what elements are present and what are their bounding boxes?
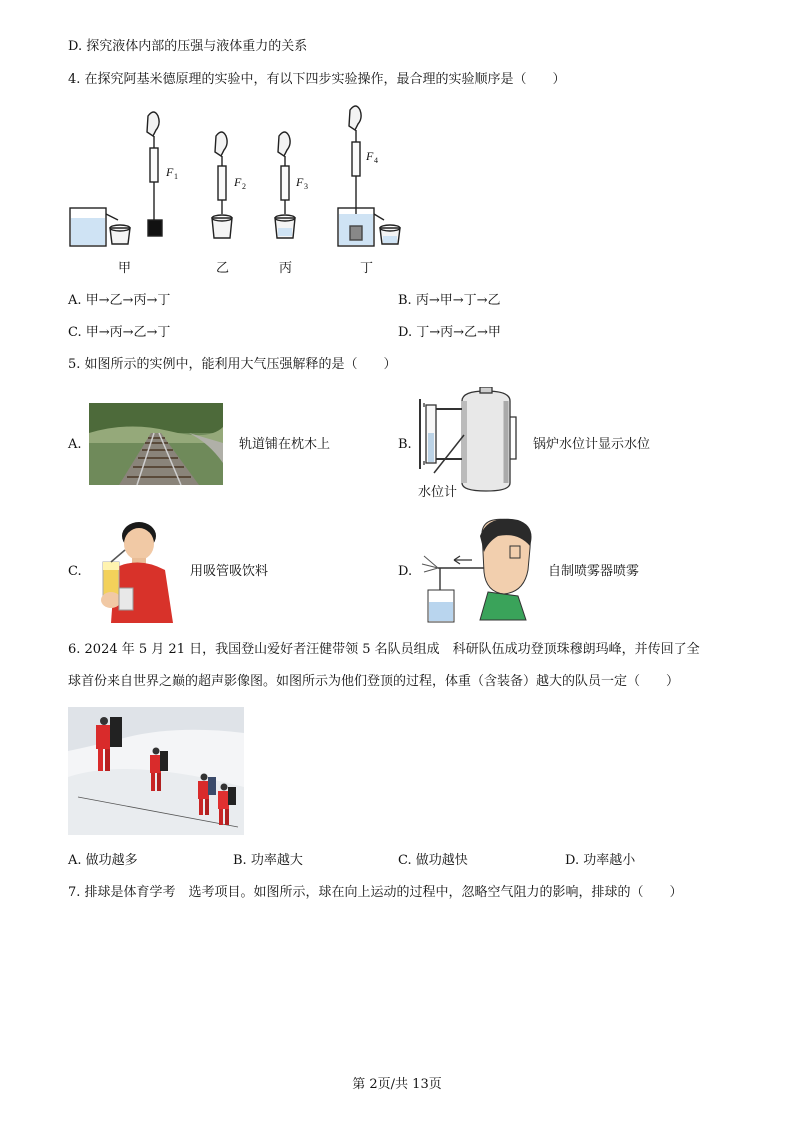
q4-stem: 4. 在探究阿基米德原理的实验中，有以下四步实验操作，最合理的实验顺序是（ ） bbox=[68, 72, 566, 87]
force-subscript-4: 4 bbox=[374, 156, 378, 165]
q4-option-a: A. 甲→乙→丙→丁 bbox=[68, 293, 171, 308]
step-yi-apparatus bbox=[212, 132, 232, 238]
q5-option-c-text: 用吸管吸饮料 bbox=[190, 564, 269, 579]
q5-option-a-letter: A. bbox=[68, 437, 82, 452]
q5-option-d-text: 自制喷雾器喷雾 bbox=[548, 564, 640, 579]
archimedes-experiment-figure bbox=[66, 104, 416, 280]
force-subscript-2: 2 bbox=[242, 182, 246, 191]
archimedes-figure-svg bbox=[66, 104, 416, 280]
force-label-f1: F bbox=[166, 165, 174, 179]
q6-option-c: C. 做功越快 bbox=[398, 853, 468, 868]
force-label-f3: F bbox=[296, 175, 304, 189]
q5-option-c-letter: C. bbox=[68, 564, 82, 579]
q5-stem: 5. 如图所示的实例中，能利用大气压强解释的是（ ） bbox=[68, 357, 397, 372]
step-label-bing: 丙 bbox=[279, 261, 293, 276]
homemade-sprayer-figure bbox=[418, 516, 538, 626]
step-jia-apparatus bbox=[70, 112, 162, 246]
q5-option-b-text: 锅炉水位计显示水位 bbox=[533, 437, 651, 452]
step-ding-apparatus bbox=[338, 106, 400, 246]
force-label-f4: F bbox=[366, 149, 374, 163]
boy-drinking-straw-photo bbox=[97, 518, 175, 623]
railway-sleepers-photo bbox=[89, 403, 223, 485]
q6-option-b: B. 功率越大 bbox=[233, 853, 303, 868]
everest-climbers-photo bbox=[68, 707, 244, 835]
step-label-ding: 丁 bbox=[360, 261, 374, 276]
q7-stem: 7. 排球是体育学考 选考项目。如图所示，球在向上运动的过程中，忽略空气阻力的影响，排球的（ ） bbox=[68, 885, 683, 900]
q4-option-b: B. 丙→甲→丁→乙 bbox=[398, 293, 501, 308]
page-number: 第 2页/共 13页 bbox=[352, 1077, 442, 1092]
q4-option-c: C. 甲→丙→乙→丁 bbox=[68, 325, 171, 340]
q6-option-a: A. 做功越多 bbox=[68, 853, 138, 868]
q5-option-a-text: 轨道铺在枕木上 bbox=[239, 437, 331, 452]
step-label-yi: 乙 bbox=[216, 261, 230, 276]
water-gauge-caption: 水位计 bbox=[418, 485, 458, 500]
q6-stem-line2: 球首份来自世界之巅的超声影像图。如图所示为他们登顶的过程，体重（含装备）越大的队员一定（ ） bbox=[68, 674, 680, 689]
q5-option-d-letter: D. bbox=[398, 564, 413, 579]
force-subscript-1: 1 bbox=[174, 172, 178, 181]
q3-option-d: D. 探究液体内部的压强与液体重力的关系 bbox=[68, 39, 308, 54]
step-label-jia: 甲 bbox=[118, 261, 132, 276]
q5-option-b-letter: B. bbox=[398, 437, 412, 452]
q4-option-d: D. 丁→丙→乙→甲 bbox=[398, 325, 501, 340]
q6-stem-line1: 6. 2024 年 5 月 21 日，我国登山爱好者汪健带领 5 名队员组成 科研队伍成功登顶珠穆朗玛峰，并传回了全 bbox=[68, 642, 700, 657]
step-bing-apparatus bbox=[275, 132, 295, 238]
force-label-f2: F bbox=[234, 175, 242, 189]
boiler-water-gauge-figure bbox=[414, 387, 524, 509]
force-subscript-3: 3 bbox=[304, 182, 308, 191]
q6-option-d: D. 功率越小 bbox=[565, 853, 636, 868]
